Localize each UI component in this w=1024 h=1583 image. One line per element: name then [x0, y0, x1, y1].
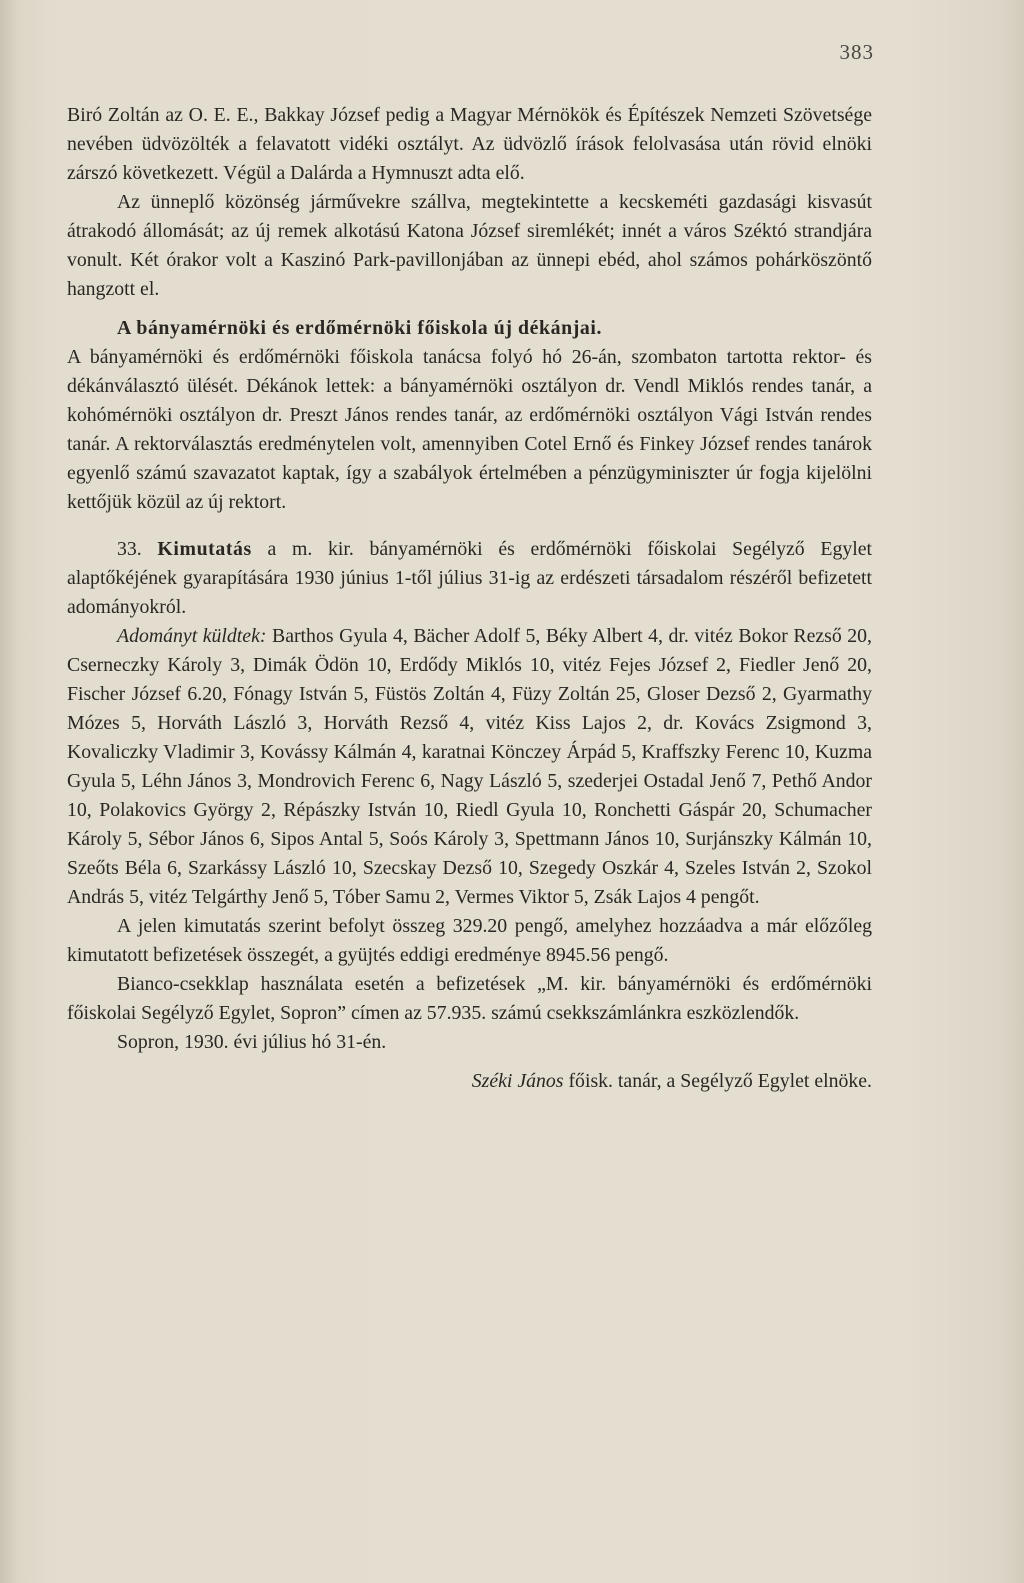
donations-heading-text: Kimutatás — [157, 538, 252, 560]
donations-heading-rest: a m. kir. bányamérnöki és erdőmérnöki főiskolai Segélyző Egylet alaptőkéjének gyarapítására 1930 június 1-től július 31-ig az erdészeti társadalom részéről befizetett adományokról. — [67, 538, 872, 618]
paragraph-check-instructions: Bianco-csekklap használata esetén a befizetések „M. kir. bányamérnöki és erdőmérnöki főiskolai Segélyző Egylet, Sopron” címen az 57.935. számú csekkszámlánkra eszközlendők. — [67, 973, 872, 1024]
signature-title: főisk. tanár, a Segélyző Egylet elnöke. — [568, 1070, 872, 1092]
section-heading-donations — [67, 535, 872, 622]
section-heading-deans — [67, 314, 872, 343]
deans-heading-text: A bányamérnöki és erdőmérnöki főiskola új dékánjai. — [117, 317, 603, 339]
place-date-line: Sopron, 1930. évi július hó 31-én. — [117, 1031, 387, 1053]
signature-name: Széki János — [471, 1070, 564, 1092]
donors-list: Barthos Gyula 4, Bächer Adolf 5, Béky Albert 4, dr. vitéz Bokor Rezső 20, Cserneczky Károly 3, Dimák Ödön 10, Erdődy Miklós 10, vitéz Fejes József 2, Fiedler Jenő 20, Fischer József 6.20, Fónagy István 5, Füstös Zoltán 4, Füzy Zoltán 25, Gloser Dezső 2, Gyarmathy Mózes 5, Horváth László 3, Horváth Rezső 4, vitéz Kiss Lajos 2, dr. Kovács Zsigmond 3, Kovaliczky Vladimir 3, Kovássy Kálmán 4, karatnai Könczey Árpád 5, Kraffszky Ferenc 10, Kuzma Gyula 5, Léhn János 3, Mondrovich Ferenc 6, Nagy László 5, szederjei Ostadal Jenő 7, Pethő Andor 10, Polakovics György 2, Répászky István 10, Riedl Gyula 10, Ronchetti Gáspár 20, Schumacher Károly 5, Sébor János 6, Sipos Antal 5, Soós Károly 3, Spettmann János 10, Surjánszky Kálmán 10, Szeőts Béla 6, Szarkássy László 10, Szecskay Dezső 10, Szegedy Oszkár 4, Szeles István 2, Szokol András 5, vitéz Telgárthy Jenő 5, Tóber Samu 2, Vermes Viktor 5, Zsák Lajos 4 pengőt. — [67, 625, 872, 908]
page-body — [67, 101, 872, 1096]
paragraph-deans: A bányamérnöki és erdőmérnöki főiskola tanácsa folyó hó 26-án, szombaton tartotta rektor- és dékánválasztó ülését. Dékánok lettek: a bányamérnöki osztályon dr. Vendl Miklós rendes tanár, a kohómérnöki osztályon dr. Preszt János rendes tanár, az erdőmérnöki osztályon Vági István rendes tanár. A rektorválasztás eredménytelen volt, amennyiben Cotel Ernő és Finkey József rendes tanárok egyenlő számú szavazatot kaptak, így a szabályok értelmében a pénzügyminiszter úr fogja kijelölni kettőjük közül az új rektort. — [67, 346, 872, 513]
page-number: 383 — [839, 40, 874, 64]
paragraph-greetings: Biró Zoltán az O. E. E., Bakkay József pedig a Magyar Mérnökök és Építészek Nemzeti Szövetsége nevében üdvözölték a felavatott vidéki osztályt. Az üdvözlő írások felolvasása után rövid elnöki zárszó következett. Végül a Dalárda a Hymnuszt adta elő. — [67, 104, 872, 184]
paragraph-donors — [67, 622, 872, 912]
signature-line — [67, 1067, 872, 1096]
donations-report-number: 33. — [117, 538, 142, 560]
donors-label: Adományt küldtek: — [117, 625, 267, 647]
paragraph-total: A jelen kimutatás szerint befolyt összeg 329.20 pengő, amelyhez hozzáadva a már előzőleg kimutatott befizetések összegét, a gyüjtés eddigi eredménye 8945.56 pengő. — [67, 915, 872, 966]
paragraph-excursion: Az ünneplő közönség járművekre szállva, megtekintette a kecskeméti gazdasági kisvasút átrakodó állomását; az új remek alkotású Katona József siremlékét; innét a város Széktó strandjára vonult. Két órakor volt a Kaszinó Park-pavillonjában az ünnepi ebéd, ahol számos pohárköszöntő hangzott el. — [67, 191, 872, 300]
